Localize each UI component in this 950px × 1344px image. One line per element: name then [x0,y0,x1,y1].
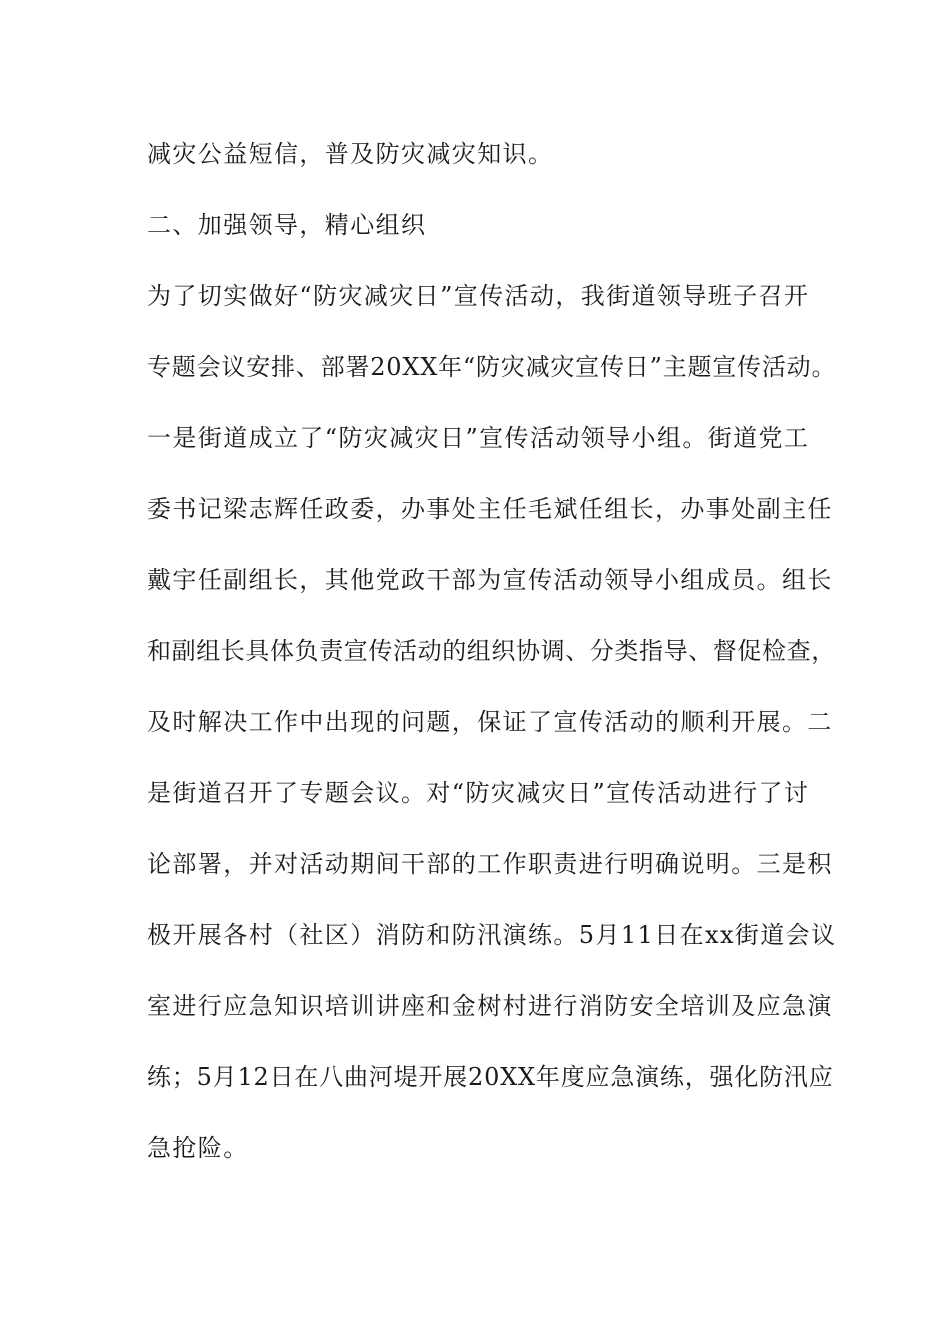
body-text-line: 一是街道成立了“防灾减灾日”宣传活动领导小组。街道党工 [147,424,810,452]
section-heading: 二、加强领导，精心组织 [147,211,427,239]
body-text-line: 委书记梁志辉任政委，办事处主任毛斌任组长，办事处副主任 [147,495,833,523]
body-text-line: 极开展各村（社区）消防和防汛演练。5月11日在xx街道会议 [147,921,837,949]
body-text-line: 室进行应急知识培训讲座和金树村进行消防安全培训及应急演 [147,992,833,1020]
body-text-line: 练；5月12日在八曲河堤开展20XX年度应急演练，强化防汛应 [147,1063,834,1091]
body-text-line: 论部署，并对活动期间干部的工作职责进行明确说明。三是积 [147,850,833,878]
body-text-line: 减灾公益短信，普及防灾减灾知识。 [147,140,554,168]
body-text-line: 和副组长具体负责宣传活动的组织协调、分类指导、督促检查， [147,637,836,665]
body-text-line: 戴宇任副组长，其他党政干部为宣传活动领导小组成员。组长 [147,566,833,594]
body-text-line: 是街道召开了专题会议。对“防灾减灾日”宣传活动进行了讨 [147,779,810,807]
body-text-line: 为了切实做好“防灾减灾日”宣传活动，我街道领导班子召开 [147,282,810,310]
body-text-line: 专题会议安排、部署20XX年“防灾减灾宣传日”主题宣传活动。 [147,353,837,381]
body-text-line: 急抢险。 [147,1134,249,1162]
body-text-line: 及时解决工作中出现的问题，保证了宣传活动的顺利开展。二 [147,708,833,736]
